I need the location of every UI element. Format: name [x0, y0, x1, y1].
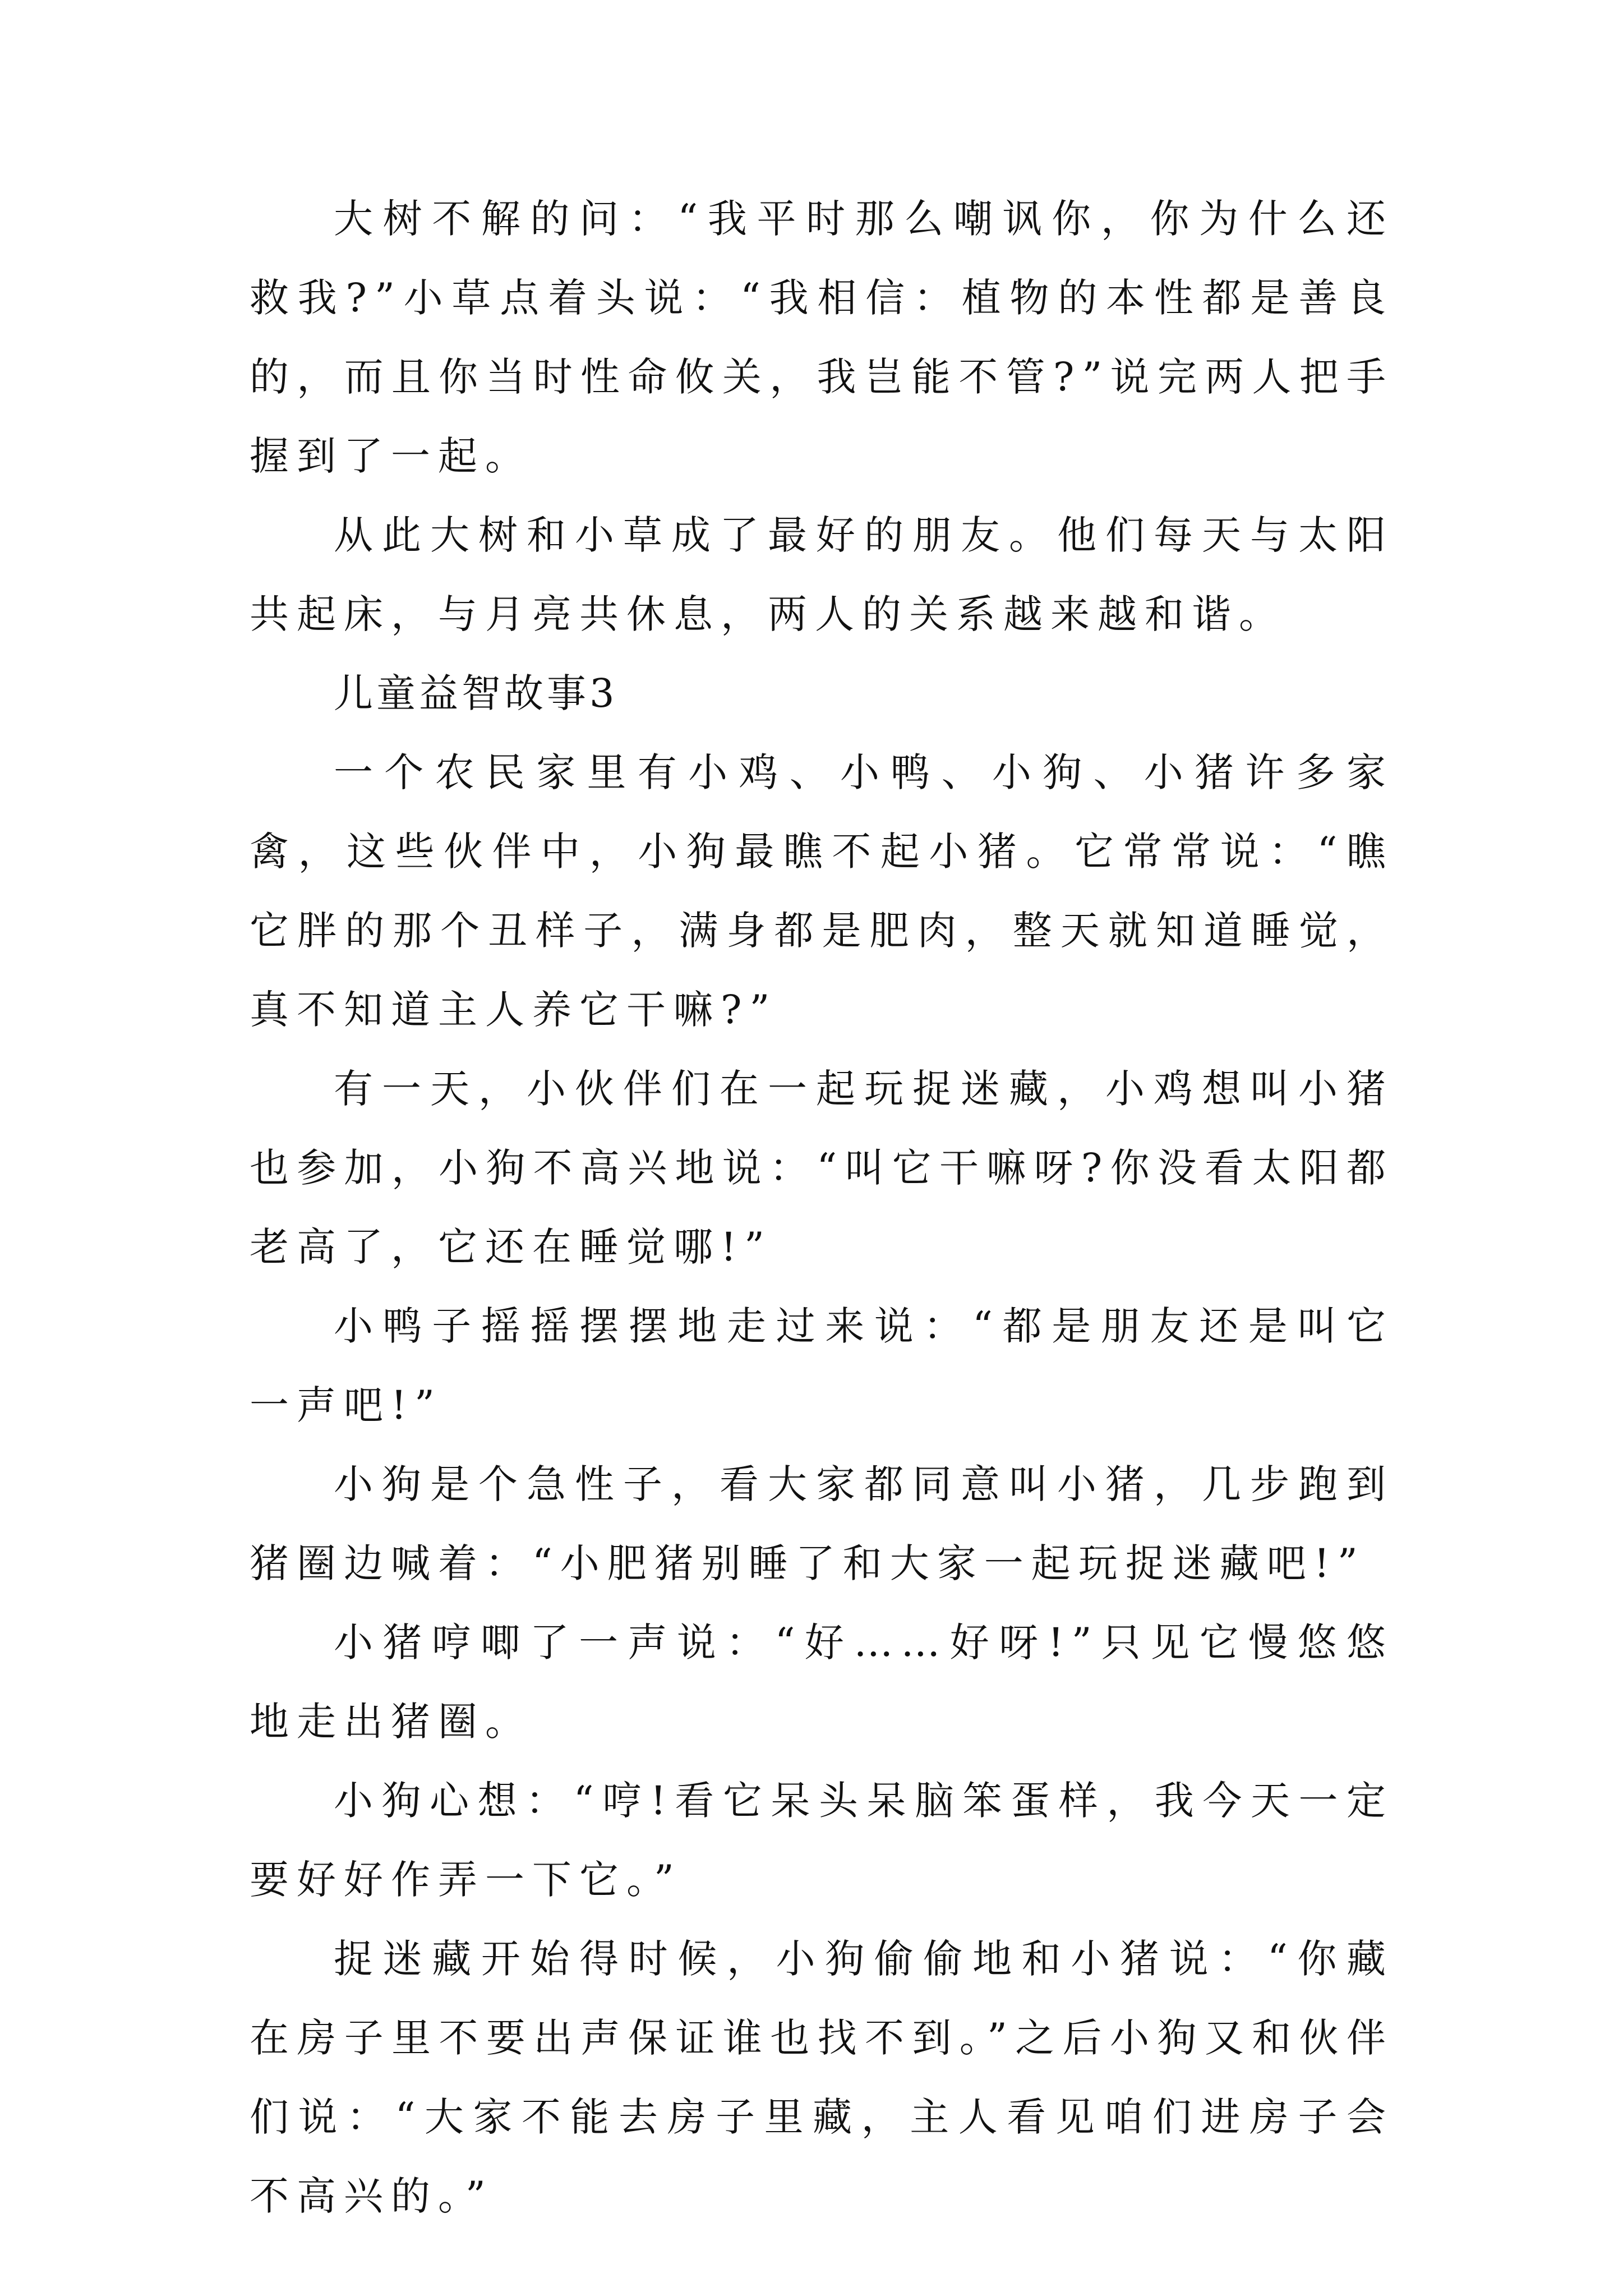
- paragraph-game-starts: 捉迷藏开始得时候，小狗偷偷地和小猪说：“你藏在房子里不要出声保证谁也找不到。”之后小狗又和伙伴们说：“大家不能去房子里藏，主人看见咱们进房子会不高兴的。”: [250, 1936, 1394, 2219]
- document-body: [250, 180, 1394, 2236]
- paragraph-friends-forever: 从此大树和小草成了最好的朋友。他们每天与太阳共起床，与月亮共休息，两人的关系越来越和谐。: [250, 512, 1394, 637]
- paragraph-farm-animals: 一个农民家里有小鸡、小鸭、小狗、小猪许多家禽，这些伙伴中，小狗最瞧不起小猪。它常常说：“瞧它胖的那个丑样子，满身都是肥肉，整天就知道睡觉，真不知道主人养它干嘛?”: [250, 749, 1394, 1033]
- paragraph-piglet-comes-out: 小猪哼唧了一声说：“好……好呀!”只见它慢悠悠地走出猪圈。: [250, 1619, 1394, 1745]
- paragraph-puppy-calls: 小狗是个急性子，看大家都同意叫小猪，几步跑到猪圈边喊着：“小肥猪别睡了和大家一起玩捉迷藏吧!”: [250, 1461, 1394, 1586]
- story-heading: 儿童益智故事3: [334, 670, 618, 716]
- paragraph-duckling: 小鸭子摇摇摆摆地走过来说：“都是朋友还是叫它一声吧!”: [250, 1303, 1394, 1428]
- paragraph-hide-and-seek: 有一天，小伙伴们在一起玩捉迷藏，小鸡想叫小猪也参加，小狗不高兴地说：“叫它干嘛呀?你没看太阳都老高了，它还在睡觉哪!”: [250, 1066, 1394, 1270]
- paragraph-puppy-thinks: 小狗心想：“哼!看它呆头呆脑笨蛋样，我今天一定要好好作弄一下它。”: [250, 1778, 1394, 1903]
- paragraph-tree-question: 大树不解的问：“我平时那么嘲讽你，你为什么还救我?”小草点着头说：“我相信：植物的本性都是善良的，而且你当时性命攸关，我岂能不管?”说完两人把手握到了一起。: [250, 196, 1394, 479]
